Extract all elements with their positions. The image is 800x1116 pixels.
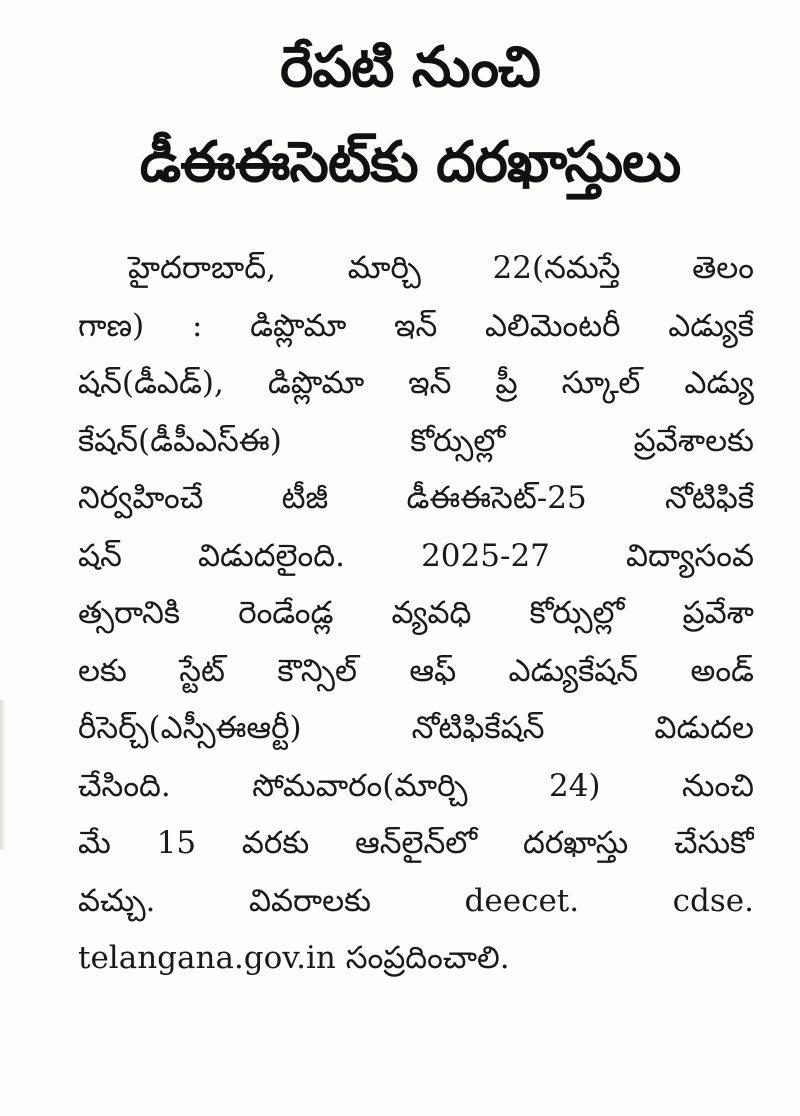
body-line: చేసింది. సోమవారం(మార్చి 24) నుంచి: [78, 767, 754, 804]
scan-edge-shadow: [0, 700, 6, 850]
headline-line-1: రేపటి నుంచి: [280, 35, 540, 100]
body-line: మే 15 వరకు ఆన్‌లైన్‌లో దరఖాస్తు చేసుకో: [78, 825, 754, 861]
body-line: గాణ) : డిప్లొమా ఇన్ ఎలిమెంటరీ ఎడ్యుకే: [78, 307, 754, 344]
body-line: షన్ విడుదలైంది. 2025-27 విద్యాసంవ: [78, 537, 754, 574]
body-line: లకు స్టేట్ కౌన్సిల్ ఆఫ్ ఎడ్యుకేషన్ అండ్: [78, 652, 754, 689]
body-line: హైదరాబాద్, మార్చి 22(నమస్తే తెలం: [128, 250, 754, 286]
body-line: కేషన్(డీపీఎస్ఈ) కోర్సుల్లో ప్రవేశాలకు: [78, 422, 754, 459]
body-line: వచ్చు. వివరాలకు deecet. cdse.: [78, 882, 754, 919]
body-line: రీసెర్చ్(ఎస్సీఈఆర్టీ) నోటిఫికేషన్ విడుదల: [78, 710, 754, 746]
body-line: telangana.gov.in సంప్రదించాలి.: [78, 940, 510, 976]
article-body: [78, 240, 754, 988]
body-line: త్సరానికి రెండేండ్ల వ్యవధి కోర్సుల్లో ప్రవేశా: [78, 595, 754, 631]
body-line: నిర్వహించే టీజీ డీఈఈసెట్-25 నోటిఫికే: [78, 480, 754, 516]
body-line: షన్(డీఎడ్), డిప్లొమా ఇన్ ప్రీ స్కూల్ ఎడ్యు: [78, 365, 754, 401]
headline-line-2: డీఈఈసెట్‌కు దరఖాస్తులు: [139, 130, 681, 195]
